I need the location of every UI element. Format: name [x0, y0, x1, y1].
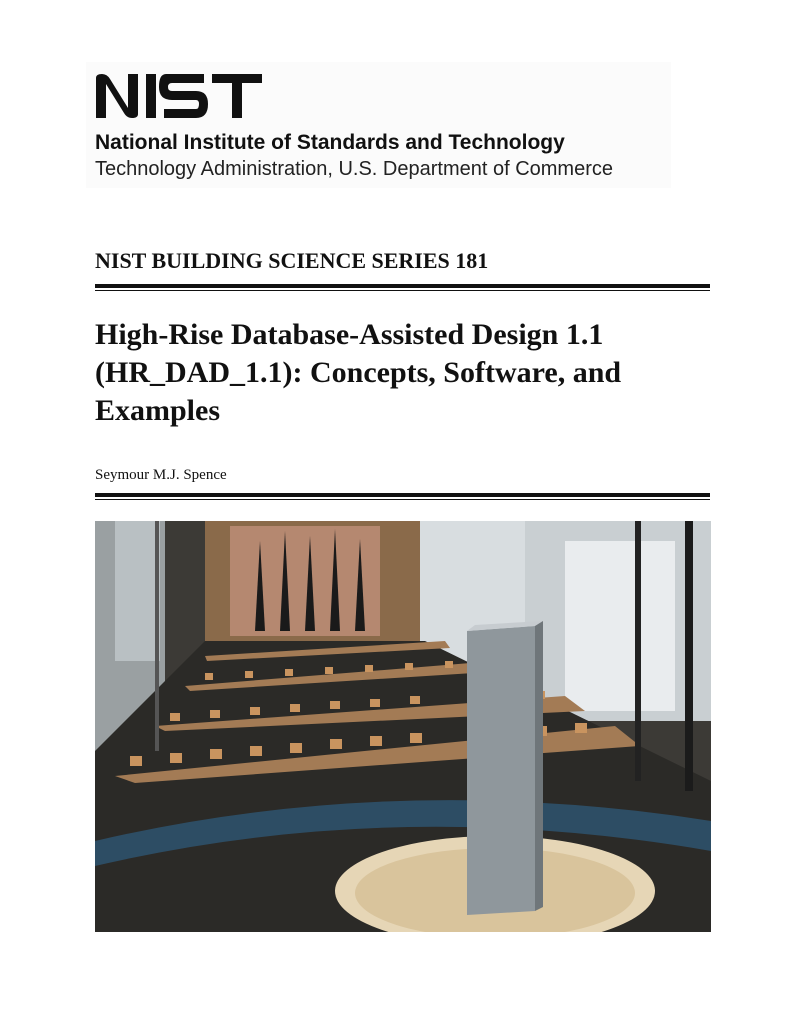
- document-title: [95, 316, 715, 430]
- series-label: NIST BUILDING SCIENCE SERIES 181: [95, 248, 489, 273]
- title-line-2: (HR_DAD_1.1): Concepts, Software, and: [95, 356, 622, 389]
- agency-subtitle: Technology Administration, U.S. Department of Commerce: [95, 158, 613, 180]
- author-rule: [95, 493, 710, 500]
- cover-photo: [95, 521, 711, 932]
- title-line-1: High-Rise Database-Assisted Design 1.1: [95, 318, 604, 351]
- header-rule: [95, 284, 710, 291]
- agency-name: National Institute of Standards and Technology: [95, 131, 565, 154]
- title-line-3: Examples: [95, 394, 221, 427]
- author-name: Seymour M.J. Spence: [95, 467, 227, 483]
- nist-logo: [94, 72, 264, 120]
